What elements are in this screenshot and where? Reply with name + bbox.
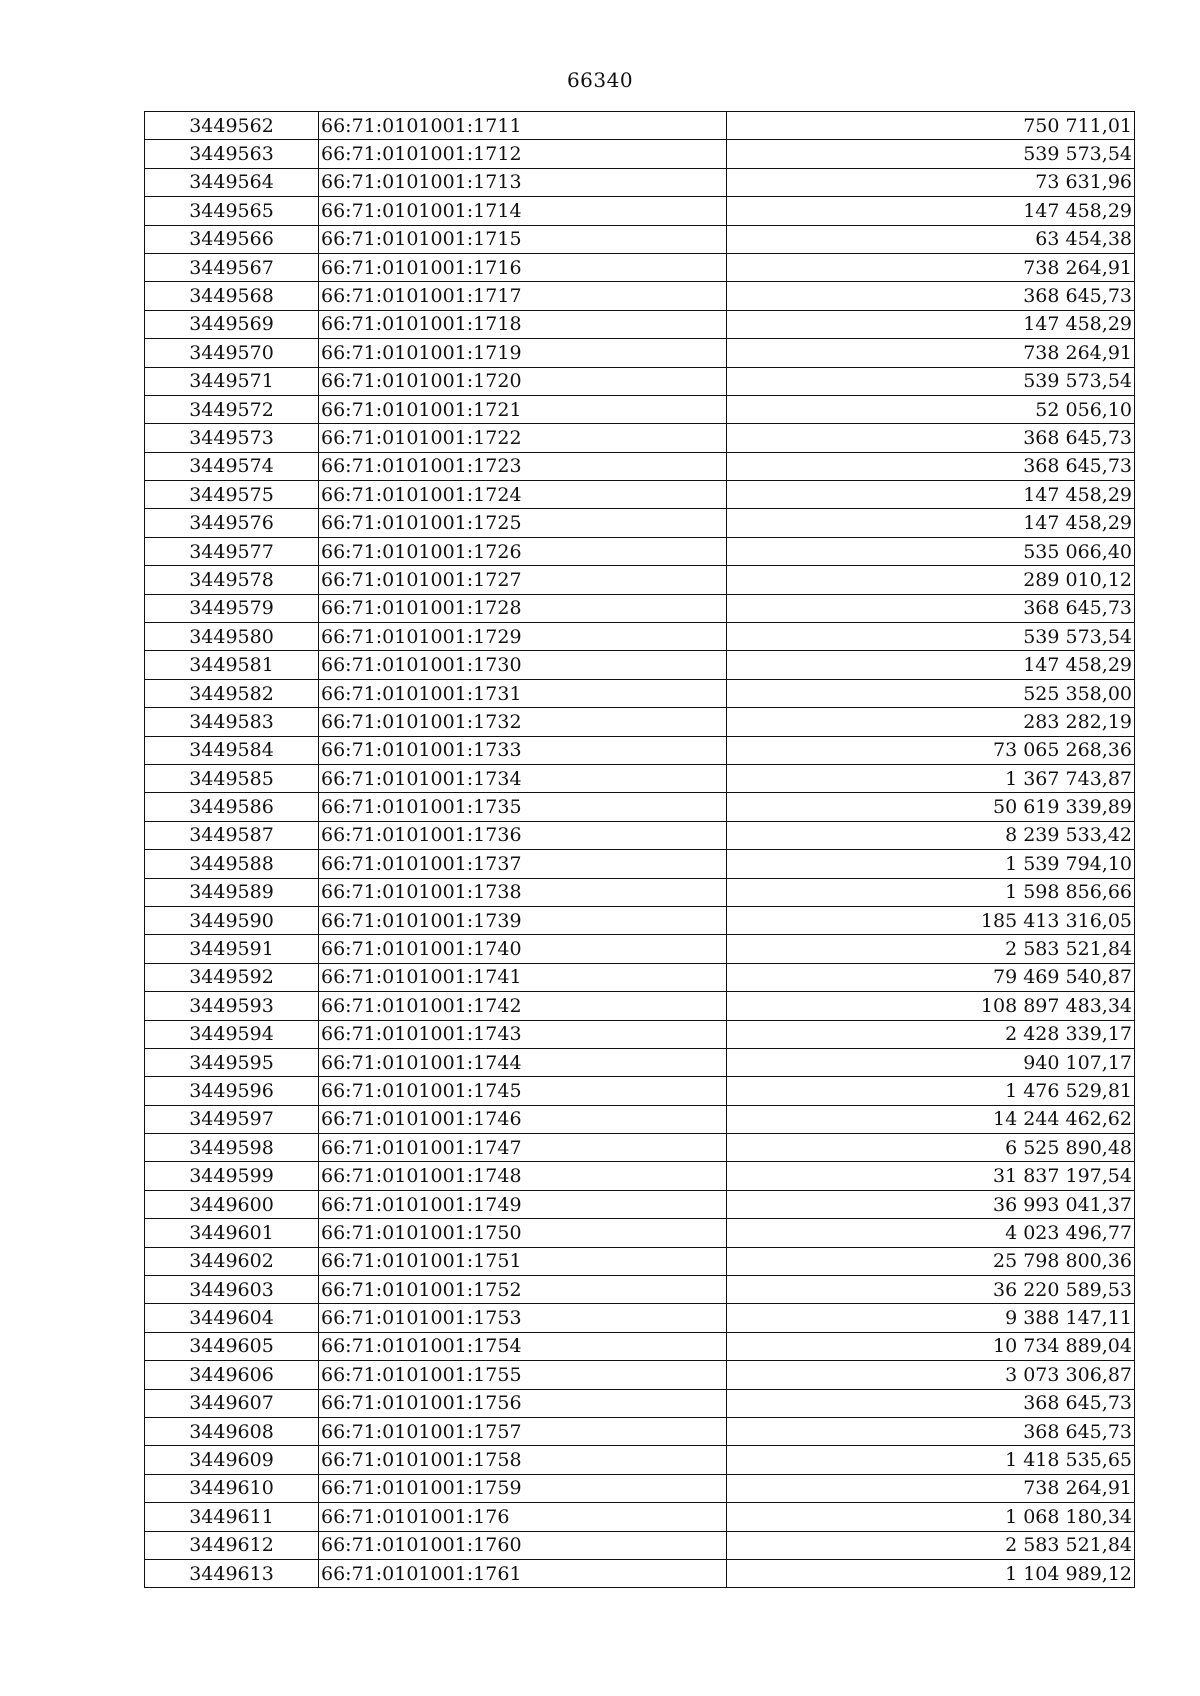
- row-id-cell: 3449568: [145, 282, 319, 310]
- cadastral-value-cell: 940 107,17: [727, 1048, 1135, 1076]
- cadastral-value-cell: 1 539 794,10: [727, 850, 1135, 878]
- row-id-cell: 3449595: [145, 1048, 319, 1076]
- table-row: [145, 963, 1135, 991]
- row-id-cell: 3449609: [145, 1446, 319, 1474]
- cadastral-value-cell: 9 388 147,11: [727, 1304, 1135, 1332]
- cadastral-value-cell: 52 056,10: [727, 395, 1135, 423]
- row-id-cell: 3449569: [145, 310, 319, 338]
- row-id-cell: 3449602: [145, 1247, 319, 1275]
- row-id-cell: 3449586: [145, 793, 319, 821]
- row-id-cell: 3449571: [145, 367, 319, 395]
- cadastral-value-cell: 368 645,73: [727, 424, 1135, 452]
- table-row: [145, 310, 1135, 338]
- table-row: [145, 708, 1135, 736]
- cadastral-number-cell: 66:71:0101001:176: [319, 1503, 727, 1531]
- table-row: [145, 367, 1135, 395]
- cadastral-number-cell: 66:71:0101001:1726: [319, 537, 727, 565]
- cadastral-number-cell: 66:71:0101001:1714: [319, 197, 727, 225]
- table-row: [145, 197, 1135, 225]
- cadastral-value-cell: 147 458,29: [727, 197, 1135, 225]
- cadastral-value-cell: 368 645,73: [727, 1417, 1135, 1445]
- table-row: [145, 651, 1135, 679]
- row-id-cell: 3449578: [145, 566, 319, 594]
- table-row: [145, 112, 1135, 140]
- table-row: [145, 878, 1135, 906]
- row-id-cell: 3449603: [145, 1276, 319, 1304]
- cadastral-value-cell: 368 645,73: [727, 452, 1135, 480]
- cadastral-value-cell: 738 264,91: [727, 1474, 1135, 1502]
- cadastral-number-cell: 66:71:0101001:1755: [319, 1361, 727, 1389]
- cadastral-number-cell: 66:71:0101001:1712: [319, 140, 727, 168]
- table-row: [145, 225, 1135, 253]
- cadastral-value-cell: 147 458,29: [727, 651, 1135, 679]
- table-row: [145, 1077, 1135, 1105]
- row-id-cell: 3449570: [145, 339, 319, 367]
- cadastral-number-cell: 66:71:0101001:1731: [319, 679, 727, 707]
- cadastral-value-cell: 1 367 743,87: [727, 764, 1135, 792]
- row-id-cell: 3449587: [145, 821, 319, 849]
- cadastral-value-cell: 185 413 316,05: [727, 906, 1135, 934]
- row-id-cell: 3449576: [145, 509, 319, 537]
- cadastral-value-cell: 63 454,38: [727, 225, 1135, 253]
- cadastral-value-cell: 4 023 496,77: [727, 1219, 1135, 1247]
- table-row: [145, 935, 1135, 963]
- table-row: [145, 906, 1135, 934]
- row-id-cell: 3449562: [145, 112, 319, 140]
- table-row: [145, 452, 1135, 480]
- row-id-cell: 3449598: [145, 1134, 319, 1162]
- row-id-cell: 3449582: [145, 679, 319, 707]
- row-id-cell: 3449590: [145, 906, 319, 934]
- table-row: [145, 1474, 1135, 1502]
- cadastral-number-cell: 66:71:0101001:1732: [319, 708, 727, 736]
- table-body: [145, 112, 1135, 1588]
- row-id-cell: 3449592: [145, 963, 319, 991]
- cadastral-number-cell: 66:71:0101001:1742: [319, 992, 727, 1020]
- cadastral-value-cell: 79 469 540,87: [727, 963, 1135, 991]
- cadastral-value-cell: 539 573,54: [727, 140, 1135, 168]
- row-id-cell: 3449581: [145, 651, 319, 679]
- row-id-cell: 3449607: [145, 1389, 319, 1417]
- cadastral-number-cell: 66:71:0101001:1744: [319, 1048, 727, 1076]
- table-row: [145, 424, 1135, 452]
- cadastral-value-cell: 25 798 800,36: [727, 1247, 1135, 1275]
- row-id-cell: 3449610: [145, 1474, 319, 1502]
- row-id-cell: 3449577: [145, 537, 319, 565]
- row-id-cell: 3449605: [145, 1332, 319, 1360]
- table-row: [145, 481, 1135, 509]
- cadastral-number-cell: 66:71:0101001:1734: [319, 764, 727, 792]
- cadastral-number-cell: 66:71:0101001:1717: [319, 282, 727, 310]
- cadastral-value-cell: 36 993 041,37: [727, 1190, 1135, 1218]
- cadastral-number-cell: 66:71:0101001:1736: [319, 821, 727, 849]
- table-row: [145, 1190, 1135, 1218]
- table-row: [145, 1332, 1135, 1360]
- table-row: [145, 623, 1135, 651]
- cadastral-number-cell: 66:71:0101001:1730: [319, 651, 727, 679]
- row-id-cell: 3449588: [145, 850, 319, 878]
- cadastral-number-cell: 66:71:0101001:1739: [319, 906, 727, 934]
- page-number: 66340: [566, 68, 634, 92]
- cadastral-number-cell: 66:71:0101001:1724: [319, 481, 727, 509]
- row-id-cell: 3449566: [145, 225, 319, 253]
- table-row: [145, 566, 1135, 594]
- cadastral-number-cell: 66:71:0101001:1750: [319, 1219, 727, 1247]
- cadastral-value-cell: 1 068 180,34: [727, 1503, 1135, 1531]
- cadastral-number-cell: 66:71:0101001:1740: [319, 935, 727, 963]
- row-id-cell: 3449563: [145, 140, 319, 168]
- cadastral-number-cell: 66:71:0101001:1715: [319, 225, 727, 253]
- row-id-cell: 3449575: [145, 481, 319, 509]
- cadastral-number-cell: 66:71:0101001:1719: [319, 339, 727, 367]
- table-row: [145, 168, 1135, 196]
- table-row: [145, 679, 1135, 707]
- cadastral-value-cell: 73 631,96: [727, 168, 1135, 196]
- cadastral-number-cell: 66:71:0101001:1738: [319, 878, 727, 906]
- cadastral-value-cell: 2 583 521,84: [727, 935, 1135, 963]
- table-row: [145, 1389, 1135, 1417]
- cadastral-value-cell: 6 525 890,48: [727, 1134, 1135, 1162]
- cadastral-number-cell: 66:71:0101001:1752: [319, 1276, 727, 1304]
- table-row: [145, 793, 1135, 821]
- cadastral-value-cell: 283 282,19: [727, 708, 1135, 736]
- cadastral-value-cell: 1 598 856,66: [727, 878, 1135, 906]
- cadastral-value-cell: 108 897 483,34: [727, 992, 1135, 1020]
- row-id-cell: 3449613: [145, 1559, 319, 1587]
- cadastral-value-cell: 147 458,29: [727, 509, 1135, 537]
- cadastral-value-cell: 368 645,73: [727, 282, 1135, 310]
- cadastral-number-cell: 66:71:0101001:1722: [319, 424, 727, 452]
- row-id-cell: 3449601: [145, 1219, 319, 1247]
- cadastral-value-cell: 10 734 889,04: [727, 1332, 1135, 1360]
- cadastral-value-cell: 525 358,00: [727, 679, 1135, 707]
- table-row: [145, 1503, 1135, 1531]
- table-row: [145, 395, 1135, 423]
- table-row: [145, 1048, 1135, 1076]
- cadastral-value-cell: 50 619 339,89: [727, 793, 1135, 821]
- row-id-cell: 3449564: [145, 168, 319, 196]
- table-row: [145, 509, 1135, 537]
- table-row: [145, 282, 1135, 310]
- cadastral-number-cell: 66:71:0101001:1716: [319, 253, 727, 281]
- table-row: [145, 1417, 1135, 1445]
- cadastral-number-cell: 66:71:0101001:1743: [319, 1020, 727, 1048]
- row-id-cell: 3449593: [145, 992, 319, 1020]
- cadastral-value-cell: 147 458,29: [727, 310, 1135, 338]
- cadastral-value-cell: 1 418 535,65: [727, 1446, 1135, 1474]
- cadastral-number-cell: 66:71:0101001:1711: [319, 112, 727, 140]
- cadastral-value-cell: 738 264,91: [727, 339, 1135, 367]
- table-row: [145, 1559, 1135, 1587]
- row-id-cell: 3449565: [145, 197, 319, 225]
- cadastral-number-cell: 66:71:0101001:1757: [319, 1417, 727, 1445]
- cadastral-number-cell: 66:71:0101001:1746: [319, 1105, 727, 1133]
- cadastral-value-cell: 368 645,73: [727, 594, 1135, 622]
- row-id-cell: 3449580: [145, 623, 319, 651]
- cadastral-value-cell: 2 428 339,17: [727, 1020, 1135, 1048]
- cadastral-value-cell: 147 458,29: [727, 481, 1135, 509]
- row-id-cell: 3449591: [145, 935, 319, 963]
- cadastral-value-cell: 3 073 306,87: [727, 1361, 1135, 1389]
- cadastral-value-cell: 1 476 529,81: [727, 1077, 1135, 1105]
- cadastral-number-cell: 66:71:0101001:1735: [319, 793, 727, 821]
- table-row: [145, 339, 1135, 367]
- cadastral-number-cell: 66:71:0101001:1759: [319, 1474, 727, 1502]
- table-row: [145, 1446, 1135, 1474]
- row-id-cell: 3449573: [145, 424, 319, 452]
- cadastral-number-cell: 66:71:0101001:1760: [319, 1531, 727, 1559]
- cadastral-number-cell: 66:71:0101001:1723: [319, 452, 727, 480]
- cadastral-number-cell: 66:71:0101001:1729: [319, 623, 727, 651]
- cadastral-number-cell: 66:71:0101001:1733: [319, 736, 727, 764]
- table-row: [145, 1531, 1135, 1559]
- cadastral-value-cell: 8 239 533,42: [727, 821, 1135, 849]
- table-row: [145, 1105, 1135, 1133]
- table-row: [145, 850, 1135, 878]
- table-row: [145, 1219, 1135, 1247]
- table-row: [145, 1020, 1135, 1048]
- cadastral-value-cell: 738 264,91: [727, 253, 1135, 281]
- cadastral-number-cell: 66:71:0101001:1754: [319, 1332, 727, 1360]
- cadastral-number-cell: 66:71:0101001:1741: [319, 963, 727, 991]
- table-row: [145, 1361, 1135, 1389]
- row-id-cell: 3449584: [145, 736, 319, 764]
- row-id-cell: 3449597: [145, 1105, 319, 1133]
- cadastral-value-cell: 2 583 521,84: [727, 1531, 1135, 1559]
- cadastral-value-cell: 31 837 197,54: [727, 1162, 1135, 1190]
- cadastral-value-cell: 36 220 589,53: [727, 1276, 1135, 1304]
- cadastral-value-cell: 539 573,54: [727, 367, 1135, 395]
- cadastral-number-cell: 66:71:0101001:1728: [319, 594, 727, 622]
- cadastral-number-cell: 66:71:0101001:1718: [319, 310, 727, 338]
- cadastral-number-cell: 66:71:0101001:1720: [319, 367, 727, 395]
- row-id-cell: 3449583: [145, 708, 319, 736]
- row-id-cell: 3449572: [145, 395, 319, 423]
- cadastral-value-table: [144, 111, 1135, 1588]
- cadastral-value-cell: 539 573,54: [727, 623, 1135, 651]
- cadastral-number-cell: 66:71:0101001:1737: [319, 850, 727, 878]
- row-id-cell: 3449594: [145, 1020, 319, 1048]
- cadastral-number-cell: 66:71:0101001:1756: [319, 1389, 727, 1417]
- row-id-cell: 3449596: [145, 1077, 319, 1105]
- table-row: [145, 1304, 1135, 1332]
- row-id-cell: 3449589: [145, 878, 319, 906]
- cadastral-value-cell: 73 065 268,36: [727, 736, 1135, 764]
- cadastral-number-cell: 66:71:0101001:1751: [319, 1247, 727, 1275]
- table-row: [145, 140, 1135, 168]
- cadastral-value-cell: 1 104 989,12: [727, 1559, 1135, 1587]
- cadastral-number-cell: 66:71:0101001:1725: [319, 509, 727, 537]
- row-id-cell: 3449574: [145, 452, 319, 480]
- table-row: [145, 1276, 1135, 1304]
- row-id-cell: 3449612: [145, 1531, 319, 1559]
- cadastral-number-cell: 66:71:0101001:1713: [319, 168, 727, 196]
- table-row: [145, 764, 1135, 792]
- row-id-cell: 3449567: [145, 253, 319, 281]
- table-row: [145, 253, 1135, 281]
- cadastral-number-cell: 66:71:0101001:1758: [319, 1446, 727, 1474]
- row-id-cell: 3449611: [145, 1503, 319, 1531]
- row-id-cell: 3449606: [145, 1361, 319, 1389]
- table-row: [145, 1247, 1135, 1275]
- cadastral-value-cell: 368 645,73: [727, 1389, 1135, 1417]
- cadastral-value-cell: 535 066,40: [727, 537, 1135, 565]
- table-row: [145, 1134, 1135, 1162]
- table-row: [145, 821, 1135, 849]
- row-id-cell: 3449600: [145, 1190, 319, 1218]
- cadastral-number-cell: 66:71:0101001:1721: [319, 395, 727, 423]
- cadastral-number-cell: 66:71:0101001:1748: [319, 1162, 727, 1190]
- row-id-cell: 3449599: [145, 1162, 319, 1190]
- cadastral-number-cell: 66:71:0101001:1747: [319, 1134, 727, 1162]
- cadastral-number-cell: 66:71:0101001:1749: [319, 1190, 727, 1218]
- table-row: [145, 594, 1135, 622]
- cadastral-value-cell: 289 010,12: [727, 566, 1135, 594]
- table-row: [145, 537, 1135, 565]
- row-id-cell: 3449604: [145, 1304, 319, 1332]
- table-row: [145, 992, 1135, 1020]
- row-id-cell: 3449608: [145, 1417, 319, 1445]
- cadastral-value-table-wrapper: [144, 111, 1135, 1588]
- cadastral-number-cell: 66:71:0101001:1727: [319, 566, 727, 594]
- cadastral-number-cell: 66:71:0101001:1745: [319, 1077, 727, 1105]
- row-id-cell: 3449579: [145, 594, 319, 622]
- cadastral-value-cell: 14 244 462,62: [727, 1105, 1135, 1133]
- table-row: [145, 1162, 1135, 1190]
- row-id-cell: 3449585: [145, 764, 319, 792]
- cadastral-number-cell: 66:71:0101001:1753: [319, 1304, 727, 1332]
- table-row: [145, 736, 1135, 764]
- cadastral-number-cell: 66:71:0101001:1761: [319, 1559, 727, 1587]
- cadastral-value-cell: 750 711,01: [727, 112, 1135, 140]
